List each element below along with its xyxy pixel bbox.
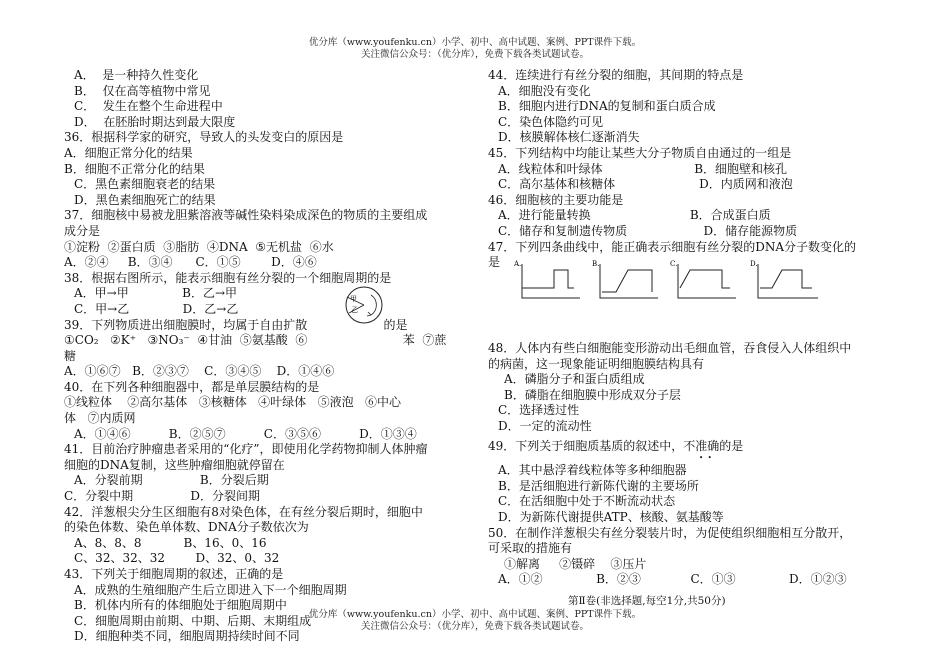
right-column-lower: [488, 341, 888, 588]
page-footer: [0, 609, 950, 633]
graph-b-label: B.: [592, 260, 600, 268]
q38-stem: 38．根据右图所示，能表示细胞有丝分裂的一个细胞周期的是: [64, 270, 392, 285]
label-jia: 甲: [350, 295, 357, 303]
q35-option-b: B． 仅在高等植物中常见: [74, 83, 211, 98]
q49-option-d: D．为新陈代谢提供ATP、核酸、氨基酸等: [498, 509, 724, 524]
q41-options-ab: A．分裂前期 B．分裂后期: [74, 473, 269, 488]
label-yi: 乙: [351, 306, 358, 314]
q49-option-a: A．其中悬浮着线粒体等多种细胞器: [498, 463, 687, 478]
q37-stem-1: 37．细胞核中易被龙胆紫溶液等碱性染料染成深色的物质的主要组成: [64, 208, 428, 223]
part-two-heading: 第Ⅱ卷(非选择题,每空1分,共50分): [568, 595, 726, 607]
q37-options: A．②④ B．③④ C．①⑤ D．④⑥: [64, 255, 317, 270]
q39-stem: 39．下列物质进出细胞膜时，均属于自由扩散 的是: [64, 317, 408, 332]
q47-stem-2: 是: [488, 255, 501, 270]
q44-option-a: A．细胞没有变化: [498, 83, 591, 98]
q35-option-a: A． 是一种持久性变化: [74, 68, 199, 82]
q40-items: ①线粒体 ②高尔基体 ③核糖体 ④叶绿体 ⑤液泡 ⑥中心: [64, 395, 402, 410]
q40-items-cont: 体 ⑦内质网: [64, 411, 136, 426]
graph-b-axes: [600, 264, 658, 298]
q45-options-ab: A．线粒体和叶绿体 B．细胞壁和核孔: [498, 161, 788, 176]
q41-options-cd: C．分裂中期 D．分裂间期: [64, 489, 261, 504]
cell-cycle-diagram: [341, 285, 387, 325]
q48-option-b: B．磷脂在细胞膜中形成双分子层: [504, 387, 681, 402]
graph-d: [750, 258, 822, 304]
cycle-arrow-arc: [371, 295, 376, 315]
q40-stem: 40．在下列各种细胞器中，都是单层膜结构的是: [64, 379, 320, 394]
q42-stem-1: 42．洋葱根尖分生区细胞有8对染色体，在有丝分裂后期时，细胞中: [64, 504, 423, 519]
q44-option-b: B．细胞内进行DNA的复制和蛋白质合成: [498, 99, 716, 114]
q43-option-d: D．细胞种类不同，细胞周期持续时间不同: [74, 629, 300, 644]
graph-c: [670, 258, 740, 304]
q50-items: ①解离 ②镊碎 ③压片: [504, 556, 647, 571]
header-line-2: 关注微信公众号：（优分库），免费下载各类试题试卷。: [360, 49, 589, 60]
graph-a: [514, 258, 584, 304]
q48-stem-2: 的病菌，这一现象能证明细胞膜结构具有: [488, 356, 705, 371]
q41-stem-2: 细胞的DNA复制，这些肿瘤细胞就停留在: [64, 457, 285, 472]
footer-line-2: 关注微信公众号：（优分库），免费下载各类试题试卷。: [360, 621, 589, 632]
q43-stem: 43．下列关于细胞周期的叙述，正确的是: [64, 567, 284, 581]
q38-options-ab: A．甲→甲 B．乙→甲: [74, 286, 237, 301]
q46-options-ab: A．进行能量转换 B．合成蛋白质: [498, 208, 771, 223]
q43-option-a: A．成熟的生殖细胞产生后立即进入下一个细胞周期: [74, 582, 347, 597]
graph-b-curve: [602, 270, 652, 292]
q36-option-a: A．细胞正常分化的结果: [64, 145, 193, 160]
q49-option-c: C．在活细胞中处于不断流动状态: [498, 494, 676, 509]
q37-items: ①淀粉 ②蛋白质 ③脂肪 ④DNA ⑤无机盐 ⑥水: [64, 239, 334, 254]
q49-stem: 49．下列关于细胞质基质的叙述中，不准确的是: [488, 438, 744, 453]
q50-stem-2: 可采取的措施有: [488, 541, 573, 556]
q48-option-a: A．磷脂分子和蛋白质组成: [504, 372, 645, 387]
graph-a-label: A.: [514, 260, 522, 268]
q49-option-b: B．是活细胞进行新陈代谢的主要场所: [498, 478, 699, 493]
q46-options-cd: C．储存和复制遗传物质 D．储存能源物质: [498, 223, 798, 238]
header-line-1: 优分库（www.youfenku.cn）小学、初中、高中试题、案例、PPT课件下载。: [308, 37, 642, 48]
q38-options-cd: C．甲→乙 D．乙→乙: [74, 301, 239, 316]
graph-c-label: C.: [670, 260, 678, 268]
q50-options: A．①② B．②③ C．①③ D．①②③: [498, 572, 847, 587]
q35-option-d: D． 在胚胎时期达到最大限度: [74, 114, 236, 129]
page-header: [0, 37, 950, 61]
graph-d-label: D.: [750, 260, 758, 268]
graph-c-axes: [678, 264, 736, 298]
graph-a-curve: [522, 270, 574, 288]
q48-option-d: D．一定的流动性: [498, 418, 592, 433]
q36-stem: 36．根据科学家的研究，导致人的头发变白的原因是: [64, 130, 344, 145]
q36-option-c: C．黑色素细胞衰老的结果: [74, 177, 216, 192]
q48-stem-1: 48．人体内有些白细胞能变形游动出毛细血管，吞食侵入人体组织中: [488, 341, 852, 355]
q36-option-b: B．细胞不正常分化的结果: [64, 161, 205, 176]
q44-option-d: D．核膜解体核仁逐渐消失: [498, 130, 640, 145]
q42-options-ab: A、8、8、8 B、16、0、16: [74, 535, 267, 550]
graph-a-axes: [522, 264, 580, 298]
q42-options-cd: C、32、32、32 D、32、0、32: [74, 551, 280, 566]
right-column: [488, 68, 888, 271]
q48-option-c: C．选择透过性: [498, 403, 580, 418]
cycle-arrow-head: [367, 312, 371, 316]
graph-d-curve: [760, 270, 812, 288]
footer-line-1: 优分库（www.youfenku.cn）小学、初中、高中试题、案例、PPT课件下载。: [308, 609, 642, 620]
q45-stem: 45．下列结构中均能让某些大分子物质自由通过的一组是: [488, 145, 792, 160]
q37-stem-2: 成分是: [64, 223, 101, 238]
graph-d-axes: [758, 264, 818, 298]
q39-items: ①CO₂ ②K⁺ ③NO₃⁻ ④甘油 ⑤氨基酸 ⑥ 苯 ⑦蔗: [64, 333, 447, 348]
q39-options: A．①⑥⑦ B．②③⑦ C．③④⑤ D．①④⑥: [64, 364, 335, 379]
graph-c-curve: [680, 270, 730, 288]
q43-option-b: B．机体内所有的体细胞处于细胞周期中: [74, 598, 287, 613]
emphasis-dots: • •: [699, 454, 712, 463]
q44-option-c: C．染色体隐约可见: [498, 114, 604, 129]
q50-stem-1: 50．在制作洋葱根尖有丝分裂装片时，为促使组织细胞相互分散开，: [488, 525, 852, 540]
graph-b: [592, 258, 662, 304]
q36-option-d: D．黑色素细胞死亡的结果: [74, 192, 216, 207]
q35-option-c: C． 发生在整个生命进程中: [74, 99, 223, 114]
q41-stem-1: 41．目前治疗肿瘤患者采用的“化疗”，即使用化学药物抑制人体肿瘤: [64, 442, 428, 457]
q47-stem-1: 47．下列四条曲线中，能正确表示细胞有丝分裂的DNA分子数变化的: [488, 239, 857, 254]
q46-stem: 46．细胞核的主要功能是: [488, 192, 624, 207]
q45-options-cd: C．高尔基体和核糖体 D．内质网和液泡: [498, 177, 793, 192]
q40-options: A．①④⑥ B．②⑤⑦ C．③⑤⑥ D．①③④: [74, 426, 417, 441]
q42-stem-2: 的染色体数、染色单体数、DNA分子数依次为: [64, 520, 309, 535]
q43-option-c: C．细胞周期由前期、中期、后期、末期组成: [74, 613, 312, 628]
q44-stem: 44．连续进行有丝分裂的细胞，其间期的特点是: [488, 68, 744, 82]
left-column: [64, 68, 464, 645]
q39-items-cont: 糖: [64, 348, 77, 363]
